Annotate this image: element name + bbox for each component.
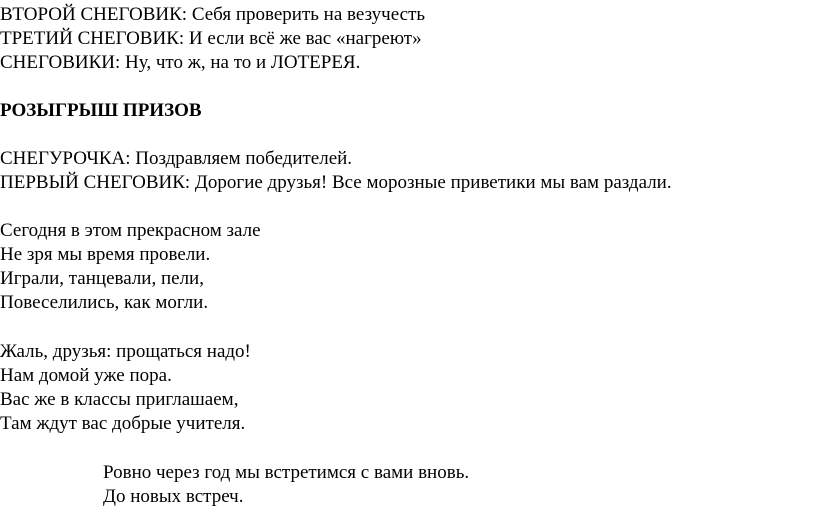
text-line-snow-maiden: СНЕГУРОЧКА: Поздравляем победителей.: [0, 148, 353, 169]
closing-line: Ровно через год мы встретимся с вами вновь.: [103, 462, 470, 483]
section-heading: РОЗЫГРЫШ ПРИЗОВ: [0, 100, 202, 121]
poem-line: Не зря мы время провели.: [0, 244, 211, 265]
text-line-third-snowman: ТРЕТИЙ СНЕГОВИК: И если всё же вас «нагреют»: [0, 28, 422, 49]
poem-line: Нам домой уже пора.: [0, 365, 172, 386]
closing-line: До новых встреч.: [103, 486, 244, 507]
poem-line: Жаль, друзья: прощаться надо!: [0, 341, 251, 362]
text-line-first-snowman: ПЕРВЫЙ СНЕГОВИК: Дорогие друзья! Все морозные приветики мы вам раздали.: [0, 172, 672, 193]
text-line-second-snowman: ВТОРОЙ СНЕГОВИК: Себя проверить на везучесть: [0, 4, 426, 25]
poem-line: Там ждут вас добрые учителя.: [0, 413, 246, 434]
poem-line: Сегодня в этом прекрасном зале: [0, 220, 261, 241]
poem-line: Играли, танцевали, пели,: [0, 268, 204, 289]
text-line-snowmen: СНЕГОВИКИ: Ну, что ж, на то и ЛОТЕРЕЯ.: [0, 52, 361, 73]
poem-line: Повеселились, как могли.: [0, 292, 209, 313]
poem-line: Вас же в классы приглашаем,: [0, 389, 239, 410]
